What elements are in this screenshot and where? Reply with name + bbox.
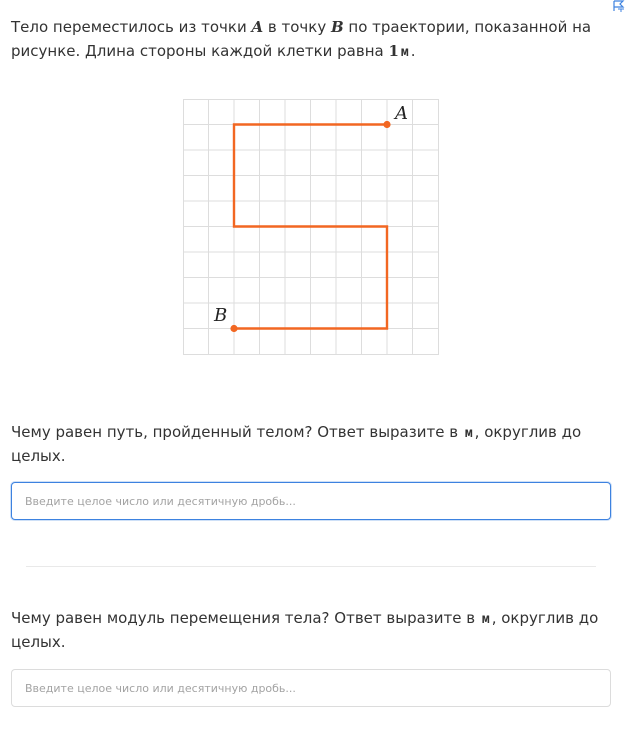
question2-unit: м xyxy=(481,612,490,627)
question-displacement xyxy=(11,607,611,653)
point-b-label: B xyxy=(330,18,344,36)
point-a-dot xyxy=(383,121,390,128)
cell-value: 1 xyxy=(388,42,399,60)
problem-text-part3: по траектории, показанной на рисунке. Длина стороны каждой клетки равна xyxy=(11,18,592,60)
problem-statement xyxy=(11,15,611,65)
figure-label-a: A xyxy=(395,103,408,124)
figure-label-b: B xyxy=(214,305,228,326)
problem-text-part1: Тело переместилось из точки xyxy=(11,18,252,36)
flag-icon[interactable] xyxy=(612,0,626,12)
problem-text-part4: . xyxy=(410,42,416,60)
question2-text-end: , округлив до целых. xyxy=(11,609,599,651)
point-a-label: A xyxy=(251,18,264,36)
answer-input-path-length[interactable] xyxy=(11,482,611,520)
section-divider xyxy=(26,566,596,567)
question1-unit: м xyxy=(464,426,473,441)
question2-text: Чему равен модуль перемещения тела? Ответ выразите в xyxy=(11,609,480,627)
question-path-length xyxy=(11,421,611,467)
point-b-dot xyxy=(230,325,237,332)
answer-input-displacement[interactable] xyxy=(11,669,611,707)
cell-unit: м xyxy=(400,45,409,60)
question1-text: Чему равен путь, пройденный телом? Ответ выразите в xyxy=(11,423,463,441)
question1-text-end: , округлив до целых. xyxy=(11,423,582,465)
problem-text-part2: в точку xyxy=(263,18,331,36)
trajectory-figure xyxy=(183,99,439,355)
